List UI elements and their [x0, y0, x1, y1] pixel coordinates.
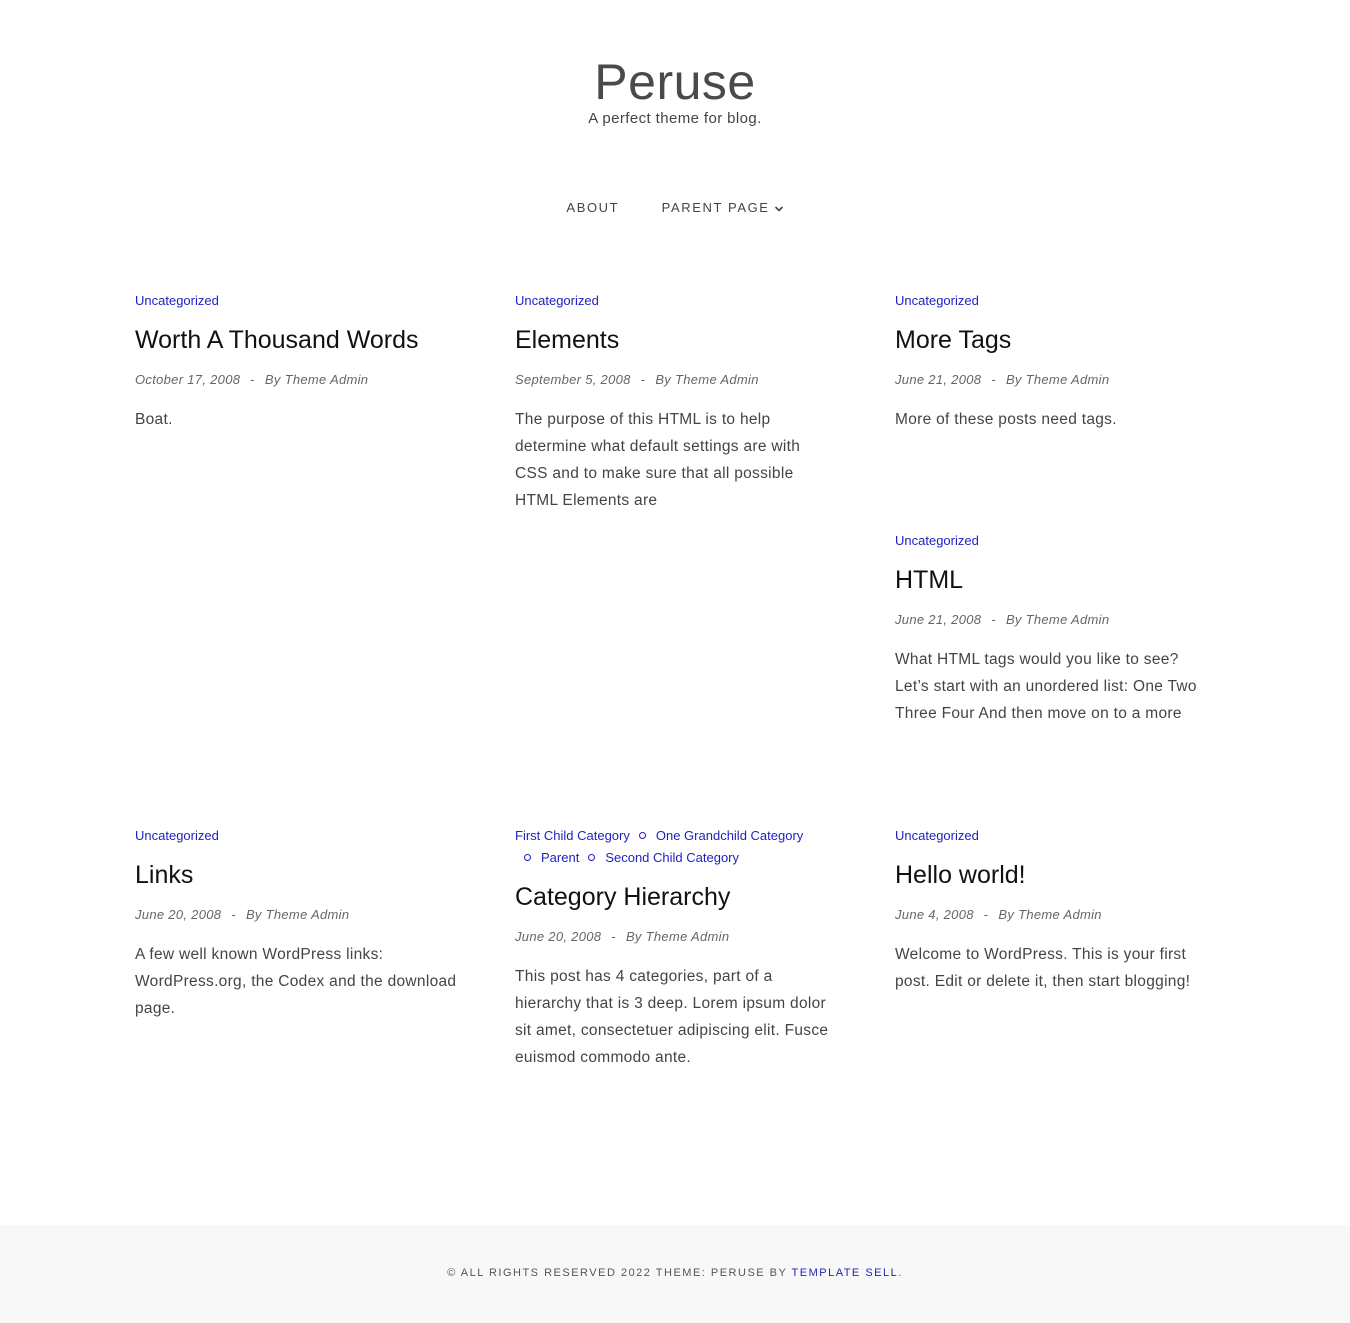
post-meta	[135, 905, 465, 925]
main-navigation	[0, 197, 1350, 219]
meta-separator: -	[991, 612, 996, 627]
nav-item-parent-page[interactable]	[662, 197, 784, 220]
post-date[interactable]: September 5, 2008	[515, 372, 631, 387]
site-footer	[0, 1225, 1350, 1323]
post-card	[895, 825, 1215, 995]
chevron-down-icon	[774, 198, 784, 220]
meta-separator: -	[231, 907, 236, 922]
footer-copyright	[0, 1263, 1350, 1283]
post-excerpt: What HTML tags would you like to see? Let’s start with an unordered list: One Two Three Four And then move on to a more	[895, 651, 1197, 722]
category-separator-icon	[639, 832, 646, 839]
post-meta	[135, 370, 465, 390]
meta-separator: -	[991, 372, 996, 387]
post-categories	[895, 825, 1215, 847]
post-title[interactable]: More Tags	[895, 326, 1012, 354]
post-excerpt: The purpose of this HTML is to help determine what default settings are with CSS and to make sure that all possible HTML Elements are	[515, 411, 801, 509]
nav-item-about-label: ABOUT	[566, 200, 620, 215]
post-title[interactable]: Worth A Thousand Words	[135, 326, 419, 354]
post-author[interactable]: By Theme Admin	[655, 372, 759, 387]
post-categories	[895, 530, 1225, 552]
post-author[interactable]: By Theme Admin	[245, 907, 350, 922]
post-title[interactable]: Hello world!	[895, 861, 1026, 889]
post-card	[895, 290, 1225, 433]
category-link[interactable]: Uncategorized	[135, 828, 219, 843]
post-date[interactable]: October 17, 2008	[135, 372, 241, 387]
post-date[interactable]: June 21, 2008	[895, 372, 982, 387]
post-excerpt: Welcome to WordPress. This is your first post. Edit or delete it, then start blogging!	[895, 946, 1191, 990]
post-card	[135, 825, 465, 1022]
nav-item-about[interactable]	[566, 197, 619, 219]
site-title[interactable]: Peruse	[594, 54, 756, 110]
post-date[interactable]: June 20, 2008	[515, 929, 602, 944]
post-meta	[515, 927, 855, 947]
post-categories	[135, 290, 465, 312]
post-author[interactable]: By Theme Admin	[625, 929, 730, 944]
post-card	[135, 290, 465, 433]
post-date[interactable]: June 21, 2008	[895, 612, 982, 627]
post-title[interactable]: Links	[135, 861, 194, 889]
post-meta	[895, 905, 1215, 925]
post-meta	[895, 610, 1225, 630]
post-card	[515, 290, 845, 514]
post-categories	[895, 290, 1225, 312]
category-link[interactable]: Second Child Category	[605, 850, 740, 865]
post-date[interactable]: June 20, 2008	[135, 907, 222, 922]
post-title[interactable]: Category Hierarchy	[515, 883, 731, 911]
post-date[interactable]: June 4, 2008	[895, 907, 974, 922]
category-separator-icon	[588, 854, 595, 861]
post-meta	[895, 370, 1225, 390]
meta-separator: -	[611, 929, 616, 944]
post-meta	[515, 370, 845, 390]
meta-separator: -	[250, 372, 255, 387]
site-description: A perfect theme for blog.	[588, 110, 762, 127]
footer-period: .	[898, 1267, 903, 1279]
footer-copyright-text: © ALL RIGHTS RESERVED 2022 THEME: PERUSE BY	[447, 1267, 788, 1279]
post-author[interactable]: By Theme Admin	[264, 372, 369, 387]
post-excerpt: A few well known WordPress links: WordPress.org, the Codex and the download page.	[135, 946, 457, 1017]
post-title[interactable]: Elements	[515, 326, 620, 354]
meta-separator: -	[983, 907, 989, 922]
meta-separator: -	[640, 372, 646, 387]
post-card	[515, 825, 855, 1071]
post-author[interactable]: By Theme Admin	[1005, 612, 1110, 627]
category-link[interactable]: Uncategorized	[895, 293, 979, 308]
footer-credit-link[interactable]: TEMPLATE SELL	[791, 1267, 899, 1279]
post-categories	[135, 825, 465, 847]
nav-item-parent-page-label: PARENT PAGE	[661, 200, 770, 215]
category-link[interactable]: Parent	[541, 850, 580, 865]
category-link[interactable]: First Child Category	[515, 828, 630, 843]
post-excerpt: Boat.	[135, 411, 173, 428]
post-excerpt: This post has 4 categories, part of a hierarchy that is 3 deep. Lorem ipsum dolor sit amet, consectetuer adipiscing elit. Fusce euismod commodo ante.	[515, 968, 829, 1066]
category-link[interactable]: Uncategorized	[135, 293, 219, 308]
post-categories	[515, 825, 855, 869]
category-link[interactable]: Uncategorized	[895, 828, 979, 843]
post-author[interactable]: By Theme Admin	[1005, 372, 1110, 387]
category-link[interactable]: Uncategorized	[515, 293, 599, 308]
post-excerpt: More of these posts need tags.	[895, 411, 1117, 428]
post-title[interactable]: HTML	[895, 566, 964, 594]
category-link[interactable]: Uncategorized	[895, 533, 979, 548]
post-card	[895, 530, 1225, 727]
category-separator-icon	[524, 854, 531, 861]
post-categories	[515, 290, 845, 312]
category-link[interactable]: One Grandchild Category	[655, 828, 804, 843]
post-author[interactable]: By Theme Admin	[998, 907, 1102, 922]
